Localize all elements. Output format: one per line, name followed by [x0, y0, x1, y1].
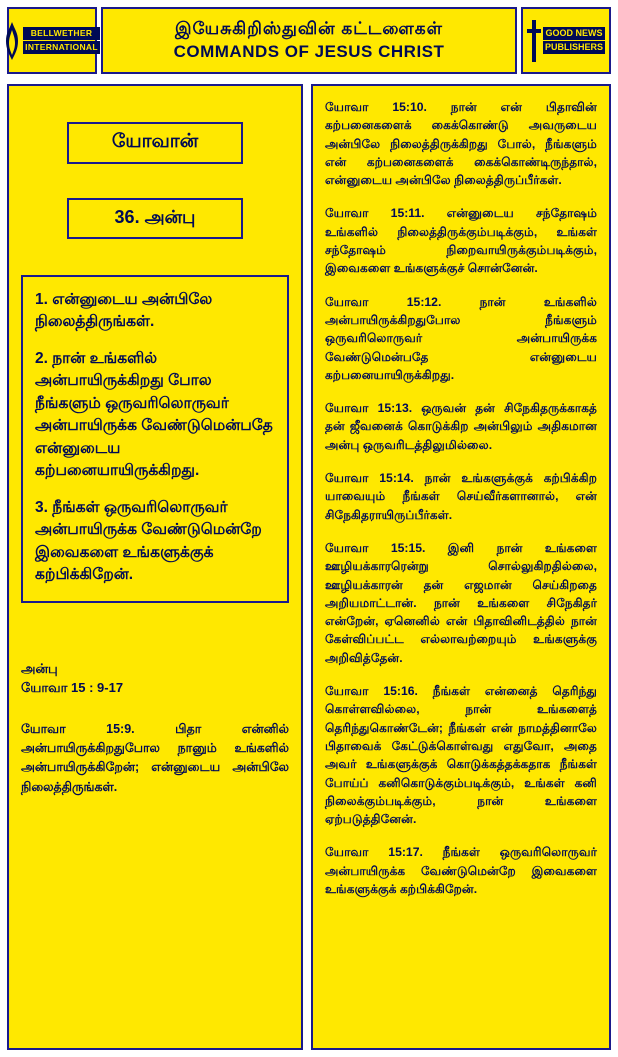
page-title-english: COMMANDS OF JESUS CHRIST: [173, 41, 445, 61]
verse-text: யோவா 15:9. பிதா என்னில் அன்பாயிருக்கிறதுபோல நானும் உங்களில் அன்பாயிருக்கிறேன்; என்னுடைய அன்பிலே நிலைத்திருங்கள்.: [21, 721, 289, 794]
page-header: [7, 7, 611, 74]
book-name: யோவான்: [111, 131, 199, 152]
commands-list: [21, 275, 289, 603]
page-title: [101, 7, 517, 74]
cross-icon: [527, 20, 541, 62]
logo-line-1: BELLWETHER: [23, 27, 100, 40]
bellwether-international-logo: [7, 7, 97, 74]
verse-text: யோவா 15:13. ஒருவன் தன் சிநேகிதருக்காகத் தன் ஜீவனைக் கொடுக்கிற அன்பிலும் அதிகமான அன்பு ஒருவரிடத்திலுமில்லை.: [325, 401, 597, 452]
publisher-line-2: PUBLISHERS: [544, 42, 603, 52]
command-item: 2. நான் உங்களில் அன்பாயிருக்கிறது போல நீங்களும் ஒருவரிலொருவர் அன்பாயிருக்க வேண்டுமென்பதே என்னுடைய கற்பனையாயிருக்கிறது.: [35, 349, 273, 480]
topic-name: 36. அன்பு: [114, 207, 196, 227]
good-news-publishers-logo: [521, 7, 611, 74]
command-item: 3. நீங்கள் ஒருவரிலொருவர் அன்பாயிருக்க வேண்டுமென்றே இவைகளை உங்களுக்குக் கற்பிக்கிறேன்.: [35, 498, 262, 584]
right-column: [311, 84, 611, 1050]
verse-text: யோவா 15:10. நான் என் பிதாவின் கற்பனைகளைக் கைக்கொண்டு அவருடைய அன்பிலே நிலைத்திருக்கிறது போல், நீங்களும் என் கற்பனைகளைக் கைக்கொண்டிருந்தால், என்னுடைய அன்பிலே நிலைத்திருப்பீர்கள்.: [325, 100, 597, 188]
verse-text: யோவா 15:15. இனி நான் உங்களை ஊழியக்காரரென்று சொல்லுகிறதில்லை, ஊழியக்காரன் தன் எஜமான் செய்கிறதை அறியமாட்டான். நான் உங்களை சிநேகிதர் என்றேன், ஏனெனில் என் பிதாவினிடத்தில் நான் கேள்விப்பட்ட எல்லாவற்றையும் உங்களுக்கு அறிவித்தேன்.: [325, 540, 597, 665]
logo-line-2: INTERNATIONAL: [25, 42, 98, 52]
reference-block: [21, 659, 289, 698]
verse-text: யோவா 15:11. என்னுடைய சந்தோஷம் உங்களில் நிலைத்திருக்கும்படிக்கும், உங்கள் சந்தோஷம் நிறைவாயிருக்கும்படிக்கும், இவைகளை உங்களுக்குச் சொன்னேன்.: [325, 206, 597, 276]
topic-box: [67, 198, 243, 239]
publisher-line-1: GOOD NEWS: [543, 27, 605, 40]
reference-topic: அன்பு: [21, 660, 58, 676]
reference-verse-range: யோவா 15 : 9-17: [21, 680, 124, 696]
book-name-box: [67, 122, 243, 164]
verse-text: யோவா 15:12. நான் உங்களில் அன்பாயிருக்கிறதுபோல நீங்களும் ஒருவரிலொருவர் அன்பாயிருக்க வேண்டுமென்பதே என்னுடைய கற்பனையாயிருக்கிறது.: [325, 294, 597, 382]
verse-text: யோவா 15:14. நான் உங்களுக்குக் கற்பிக்கிற யாவையும் நீங்கள் செய்வீர்களானால், என் சிநேகிதராயிருப்பீர்கள்.: [325, 471, 597, 522]
page-title-tamil: இயேசுகிறிஸ்துவின் கட்டளைகள்: [175, 19, 443, 39]
left-column: [7, 84, 303, 1050]
flame-icon: [4, 21, 20, 61]
verse-text: யோவா 15:17. நீங்கள் ஒருவரிலொருவர் அன்பாயிருக்க வேண்டுமென்றே இவைகளை உங்களுக்குக் கற்பிக்கிறேன்.: [325, 845, 597, 896]
verse-text: யோவா 15:16. நீங்கள் என்னைத் தெரிந்து கொள்ளவில்லை, நான் உங்களைத் தெரிந்துகொண்டேன்; நீங்கள் என் நாமத்தினாலே பிதாவைக் கேட்டுக்கொள்வது எதுவோ, அதை அவர் உங்களுக்குக் கொடுக்கத்தக்கதாக நீங்கள் போய்ப் கனிகொடுக்கும்படிக்கும், உங்கள் கனி நிலைக்கும்படிக்கும், நான் உங்களை ஏற்படுத்தினேன்.: [325, 684, 597, 827]
command-item: 1. என்னுடைய அன்பிலே நிலைத்திருங்கள்.: [35, 291, 213, 331]
